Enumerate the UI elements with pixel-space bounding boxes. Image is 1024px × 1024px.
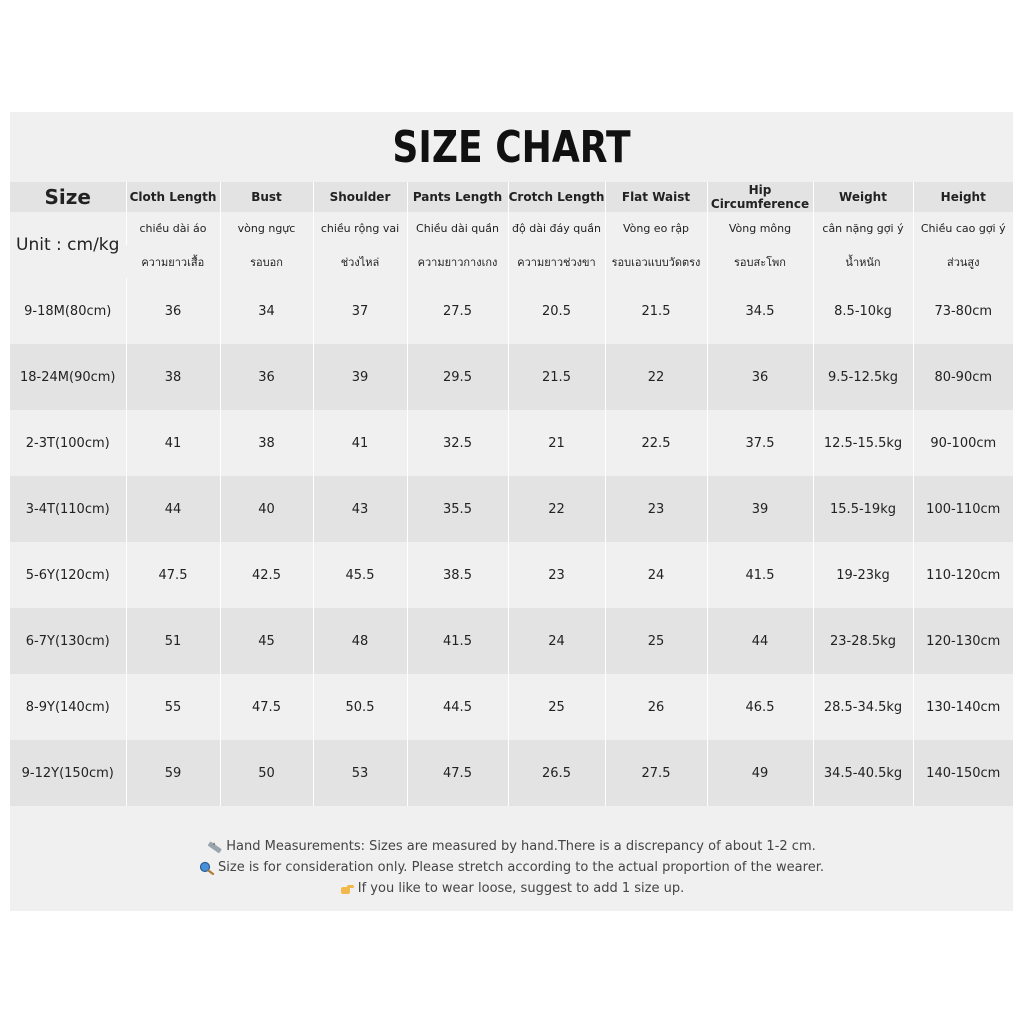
table-cell: 21.5 (605, 278, 707, 344)
table-cell: 44 (707, 608, 813, 674)
size-column-header: Size (44, 185, 91, 209)
table-row (10, 410, 1013, 476)
table-row (10, 476, 1013, 542)
column-header: Flat Waist (605, 182, 707, 212)
size-cell: 18-24M(90cm) (20, 369, 116, 385)
unit-label: Unit : cm/kg (16, 235, 120, 255)
note-line (207, 836, 816, 857)
table-cell: 120-130cm (913, 608, 1013, 674)
table-cell: 29.5 (407, 344, 508, 410)
column-header: Bust (220, 182, 313, 212)
magnifier-icon (199, 861, 215, 875)
table-cell: 110-120cm (913, 542, 1013, 608)
table-cell: 24 (605, 542, 707, 608)
size-cell: 6-7Y(130cm) (25, 633, 110, 649)
table-cell: 36 (707, 344, 813, 410)
table-cell: 41 (313, 410, 407, 476)
table-cell: 55 (126, 674, 220, 740)
table-cell: 9.5-12.5kg (813, 344, 913, 410)
table-cell: 47.5 (220, 674, 313, 740)
table-cell: 47.5 (407, 740, 508, 806)
column-subheader-th: รอบเอวแบบวัดตรง (605, 245, 707, 278)
table-cell: 32.5 (407, 410, 508, 476)
table-cell: 23 (508, 542, 605, 608)
column-subheader-th: ช่วงไหล่ (313, 245, 407, 278)
column-subheader-vi: chiều dài áo (126, 212, 220, 245)
table-cell: 41.5 (707, 542, 813, 608)
column-subheader-vi: Chiều cao gợi ý (913, 212, 1013, 245)
table-cell: 50 (220, 740, 313, 806)
column-subheader-vi: Vòng eo rập (605, 212, 707, 245)
table-cell: 45.5 (313, 542, 407, 608)
table-cell: 34 (220, 278, 313, 344)
size-cell: 3-4T(110cm) (25, 501, 110, 517)
table-cell: 27.5 (407, 278, 508, 344)
header-row-th (10, 245, 1013, 278)
table-cell: 48 (313, 608, 407, 674)
table-row (10, 344, 1013, 410)
table-cell: 21 (508, 410, 605, 476)
table-cell: 23 (605, 476, 707, 542)
table-cell: 38 (220, 410, 313, 476)
header-row-vi (10, 212, 1013, 245)
column-subheader-th: ความยาวกางเกง (407, 245, 508, 278)
table-cell: 8.5-10kg (813, 278, 913, 344)
table-cell: 22 (605, 344, 707, 410)
note-text: If you like to wear loose, suggest to add 1 size up. (357, 881, 685, 896)
table-row (10, 542, 1013, 608)
table-cell: 41 (126, 410, 220, 476)
chart-title: SIZE CHART (392, 121, 631, 173)
column-subheader-vi: chiều rộng vai (313, 212, 407, 245)
size-table (10, 182, 1013, 806)
column-header: Crotch Length (508, 182, 605, 212)
note-text: Hand Measurements: Sizes are measured by hand.There is a discrepancy of about 1-2 cm. (226, 839, 816, 854)
column-header: Cloth Length (126, 182, 220, 212)
column-subheader-th: รอบสะโพก (707, 245, 813, 278)
table-row (10, 608, 1013, 674)
table-cell: 26.5 (508, 740, 605, 806)
table-row (10, 674, 1013, 740)
table-cell: 44.5 (407, 674, 508, 740)
table-cell: 45 (220, 608, 313, 674)
column-header: Weight (813, 182, 913, 212)
table-cell: 40 (220, 476, 313, 542)
size-cell: 8-9Y(140cm) (25, 699, 110, 715)
table-cell: 130-140cm (913, 674, 1013, 740)
column-subheader-th: ส่วนสูง (913, 245, 1013, 278)
column-header: Shoulder (313, 182, 407, 212)
table-cell: 36 (126, 278, 220, 344)
table-cell: 28.5-34.5kg (813, 674, 913, 740)
column-subheader-th: ความยาวเสื้อ (141, 255, 205, 269)
table-cell: 46.5 (707, 674, 813, 740)
column-subheader-vi: độ dài đáy quần (508, 212, 605, 245)
table-cell: 38 (126, 344, 220, 410)
table-cell: 37.5 (707, 410, 813, 476)
size-cell: 9-12Y(150cm) (21, 765, 114, 781)
table-cell: 35.5 (407, 476, 508, 542)
table-cell: 41.5 (407, 608, 508, 674)
column-subheader-vi: Chiều dài quần (407, 212, 508, 245)
table-cell: 36 (220, 344, 313, 410)
table-cell: 43 (313, 476, 407, 542)
table-cell: 27.5 (605, 740, 707, 806)
column-subheader-th: รอบอก (220, 245, 313, 278)
table-cell: 49 (707, 740, 813, 806)
table-cell: 59 (126, 740, 220, 806)
table-cell: 47.5 (126, 542, 220, 608)
column-subheader-th: ความยาวช่วงขา (508, 245, 605, 278)
table-cell: 42.5 (220, 542, 313, 608)
table-row (10, 278, 1013, 344)
table-cell: 26 (605, 674, 707, 740)
column-header: Hip Circumference (707, 182, 813, 212)
table-cell: 38.5 (407, 542, 508, 608)
column-subheader-vi: Vòng mông (707, 212, 813, 245)
size-cell: 9-18M(80cm) (24, 303, 112, 319)
table-cell: 25 (605, 608, 707, 674)
table-cell: 20.5 (508, 278, 605, 344)
pointing-hand-icon (339, 882, 355, 896)
table-cell: 100-110cm (913, 476, 1013, 542)
header-row-en (10, 182, 1013, 212)
table-cell: 140-150cm (913, 740, 1013, 806)
table-cell: 39 (707, 476, 813, 542)
notes (10, 824, 1013, 911)
note-line (339, 878, 684, 899)
table-cell: 24 (508, 608, 605, 674)
column-subheader-vi: vòng ngực (220, 212, 313, 245)
table-cell: 90-100cm (913, 410, 1013, 476)
note-line (199, 857, 824, 878)
size-cell: 2-3T(100cm) (25, 435, 110, 451)
column-header: Height (913, 182, 1013, 212)
ruler-icon (207, 840, 223, 854)
table-cell: 34.5-40.5kg (813, 740, 913, 806)
column-header: Pants Length (407, 182, 508, 212)
table-cell: 37 (313, 278, 407, 344)
column-subheader-th: น้ำหนัก (813, 245, 913, 278)
table-cell: 15.5-19kg (813, 476, 913, 542)
table-cell: 22.5 (605, 410, 707, 476)
table-cell: 53 (313, 740, 407, 806)
table-row (10, 740, 1013, 806)
table-cell: 23-28.5kg (813, 608, 913, 674)
table-cell: 12.5-15.5kg (813, 410, 913, 476)
table-cell: 39 (313, 344, 407, 410)
table-cell: 44 (126, 476, 220, 542)
table-cell: 34.5 (707, 278, 813, 344)
size-chart (10, 112, 1013, 911)
table-cell: 80-90cm (913, 344, 1013, 410)
table-cell: 73-80cm (913, 278, 1013, 344)
note-text: Size is for consideration only. Please stretch according to the actual proportion of the wearer. (218, 860, 824, 875)
table-cell: 22 (508, 476, 605, 542)
table-cell: 50.5 (313, 674, 407, 740)
table-cell: 51 (126, 608, 220, 674)
table-cell: 21.5 (508, 344, 605, 410)
size-cell: 5-6Y(120cm) (25, 567, 110, 583)
table-cell: 19-23kg (813, 542, 913, 608)
table-cell: 25 (508, 674, 605, 740)
column-subheader-vi: cân nặng gợi ý (813, 212, 913, 245)
